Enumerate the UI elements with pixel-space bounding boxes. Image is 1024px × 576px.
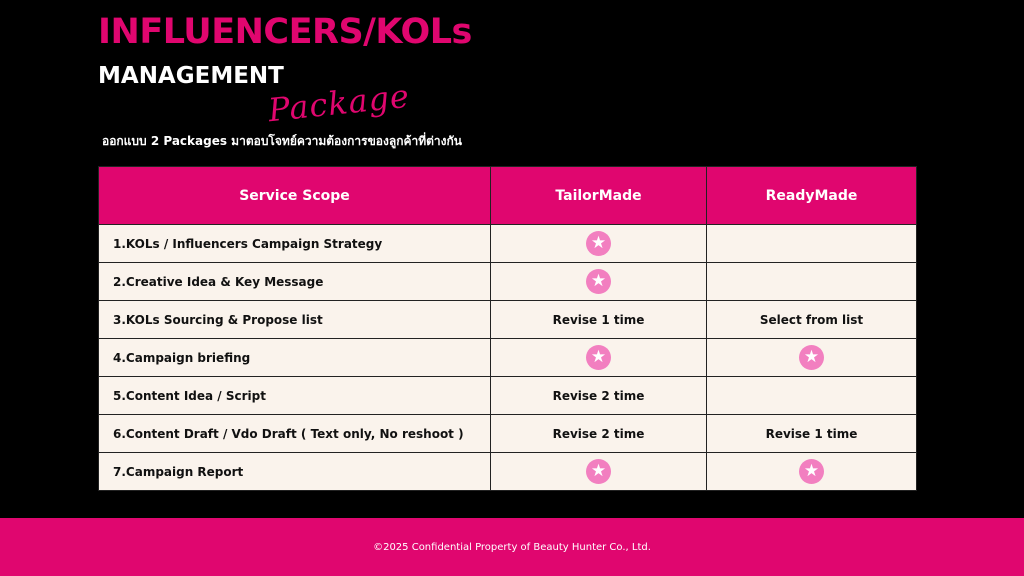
readymade-cell xyxy=(707,225,917,263)
page-subtitle: MANAGEMENT xyxy=(98,63,284,89)
column-header-readymade: ReadyMade xyxy=(707,167,917,225)
column-header-tailormade: TailorMade xyxy=(491,167,707,225)
table-row xyxy=(99,453,917,491)
readymade-cell xyxy=(707,263,917,301)
tailormade-cell: Revise 1 time xyxy=(491,301,707,339)
star-icon: ★ xyxy=(586,345,611,370)
star-icon: ★ xyxy=(586,231,611,256)
footer-bar xyxy=(0,518,1024,576)
table-row xyxy=(99,415,917,453)
readymade-cell xyxy=(707,339,917,377)
table-header-row xyxy=(99,167,917,225)
service-scope-cell: 6.Content Draft / Vdo Draft ( Text only, No reshoot ) xyxy=(99,415,491,453)
table-row xyxy=(99,225,917,263)
readymade-cell xyxy=(707,453,917,491)
table-row xyxy=(99,301,917,339)
readymade-cell: Select from list xyxy=(707,301,917,339)
star-icon: ★ xyxy=(799,345,824,370)
script-heading: Package xyxy=(266,76,412,130)
readymade-cell xyxy=(707,377,917,415)
table-row xyxy=(99,339,917,377)
column-header-service-scope: Service Scope xyxy=(99,167,491,225)
star-icon: ★ xyxy=(586,459,611,484)
star-icon: ★ xyxy=(586,269,611,294)
service-scope-cell: 7.Campaign Report xyxy=(99,453,491,491)
tagline: ออกแบบ 2 Packages มาตอบโจทย์ความต้องการของลูกค้าที่ต่างกัน xyxy=(102,134,462,148)
tailormade-cell xyxy=(491,225,707,263)
package-table xyxy=(98,166,917,491)
service-scope-cell: 2.Creative Idea & Key Message xyxy=(99,263,491,301)
tailormade-cell xyxy=(491,339,707,377)
service-scope-cell: 1.KOLs / Influencers Campaign Strategy xyxy=(99,225,491,263)
service-scope-cell: 4.Campaign briefing xyxy=(99,339,491,377)
tailormade-cell: Revise 2 time xyxy=(491,415,707,453)
tailormade-cell xyxy=(491,263,707,301)
tailormade-cell xyxy=(491,453,707,491)
service-scope-cell: 3.KOLs Sourcing & Propose list xyxy=(99,301,491,339)
table-row xyxy=(99,377,917,415)
page-title: INFLUENCERS/KOLs xyxy=(98,12,472,52)
table-row xyxy=(99,263,917,301)
tailormade-cell: Revise 2 time xyxy=(491,377,707,415)
star-icon: ★ xyxy=(799,459,824,484)
copyright-text: ©2025 Confidential Property of Beauty Hunter Co., Ltd. xyxy=(373,541,651,553)
service-scope-cell: 5.Content Idea / Script xyxy=(99,377,491,415)
readymade-cell: Revise 1 time xyxy=(707,415,917,453)
